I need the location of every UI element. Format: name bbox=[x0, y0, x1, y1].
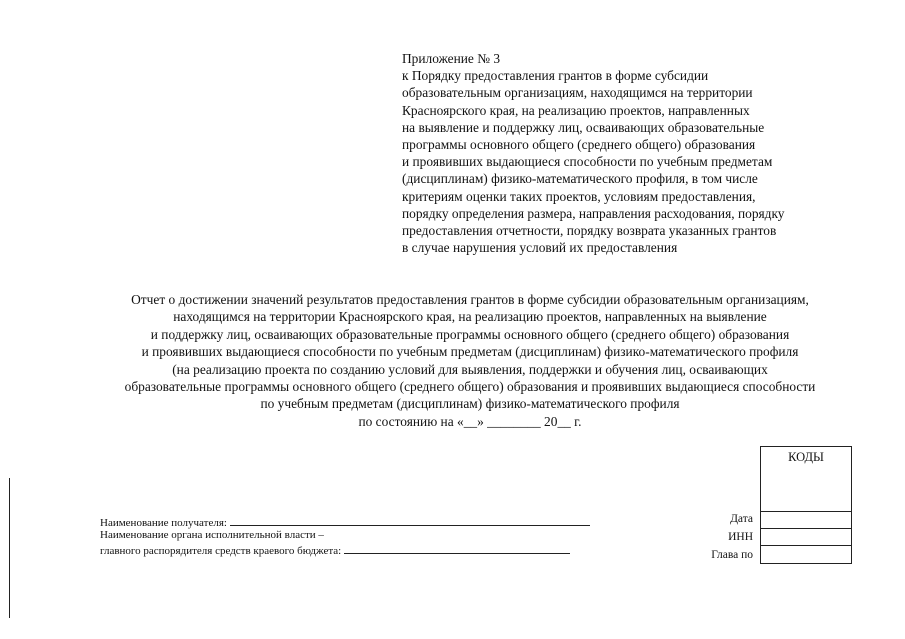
report-title bbox=[40, 291, 900, 430]
codes-chapter-cell[interactable] bbox=[761, 545, 851, 564]
appendix-line: Приложение № 3 bbox=[402, 51, 501, 66]
appendix-line: порядку определения размера, направления расходования, порядку bbox=[402, 205, 785, 221]
appendix-line: и проявивших выдающиеся способности по учебным предметам bbox=[402, 154, 773, 170]
report-title-line: Отчет о достижении значений результатов предоставления грантов в форме субсидии образовательным организациям, bbox=[131, 292, 809, 307]
appendix-line: критериям оценки таких проектов, условиям предоставления, bbox=[402, 188, 756, 204]
report-title-line: и проявивших выдающиеся способности по учебным предметам (дисциплинам) физико-математического профиля bbox=[141, 344, 799, 360]
chapter-label: Глава по bbox=[711, 549, 753, 561]
appendix-line: к Порядку предоставления грантов в форме субсидии bbox=[402, 68, 709, 84]
page-edge-rule bbox=[9, 478, 10, 618]
appendix-line: в случае нарушения условий их предоставления bbox=[402, 240, 678, 256]
report-title-line: (на реализацию проекта по созданию условий для выявления, поддержки и обучения лиц, осваивающих bbox=[172, 361, 768, 377]
authority-label-1: Наименование органа исполнительной власти – bbox=[100, 529, 324, 541]
report-date-line: по состоянию на «__» ________ 20__ г. bbox=[358, 413, 582, 429]
recipient-input-line[interactable] bbox=[230, 514, 590, 526]
authority-input-line[interactable] bbox=[344, 542, 570, 554]
codes-inn-cell[interactable] bbox=[761, 528, 851, 546]
appendix-line: образовательным организациям, находящимся на территории bbox=[402, 85, 753, 101]
authority-label-2: главного распорядителя средств краевого бюджета: bbox=[100, 545, 342, 557]
authority-field bbox=[100, 542, 570, 556]
appendix-line: предоставления отчетности, порядку возврата указанных грантов bbox=[402, 222, 777, 238]
report-title-line: образовательные программы основного общего (среднего общего) образования и проявивших выдающиеся способности bbox=[124, 378, 816, 394]
authority-field-line1 bbox=[100, 528, 324, 542]
codes-table bbox=[760, 446, 852, 564]
inn-label: ИНН bbox=[728, 531, 753, 543]
appendix-line: программы основного общего (среднего общего) образования bbox=[402, 136, 756, 152]
report-title-line: находящимся на территории Красноярского края, на реализацию проектов, направленных на выявление bbox=[173, 309, 767, 325]
date-label: Дата bbox=[730, 513, 753, 525]
appendix-line: (дисциплинам) физико-математического профиля, в том числе bbox=[402, 171, 758, 187]
codes-header: КОДЫ bbox=[788, 450, 824, 464]
appendix-line: Красноярского края, на реализацию проектов, направленных bbox=[402, 102, 750, 118]
codes-date-cell[interactable] bbox=[761, 511, 851, 529]
report-title-line: по учебным предметам (дисциплинам) физико-математического профиля bbox=[260, 396, 680, 412]
recipient-label: Наименование получателя: bbox=[100, 517, 227, 529]
report-title-line: и поддержку лиц, осваивающих образовательные программы основного общего (среднего общего) образования bbox=[150, 326, 790, 342]
appendix-note bbox=[402, 50, 872, 256]
recipient-field bbox=[100, 514, 590, 528]
appendix-line: на выявление и поддержку лиц, осваивающих образовательные bbox=[402, 119, 765, 135]
